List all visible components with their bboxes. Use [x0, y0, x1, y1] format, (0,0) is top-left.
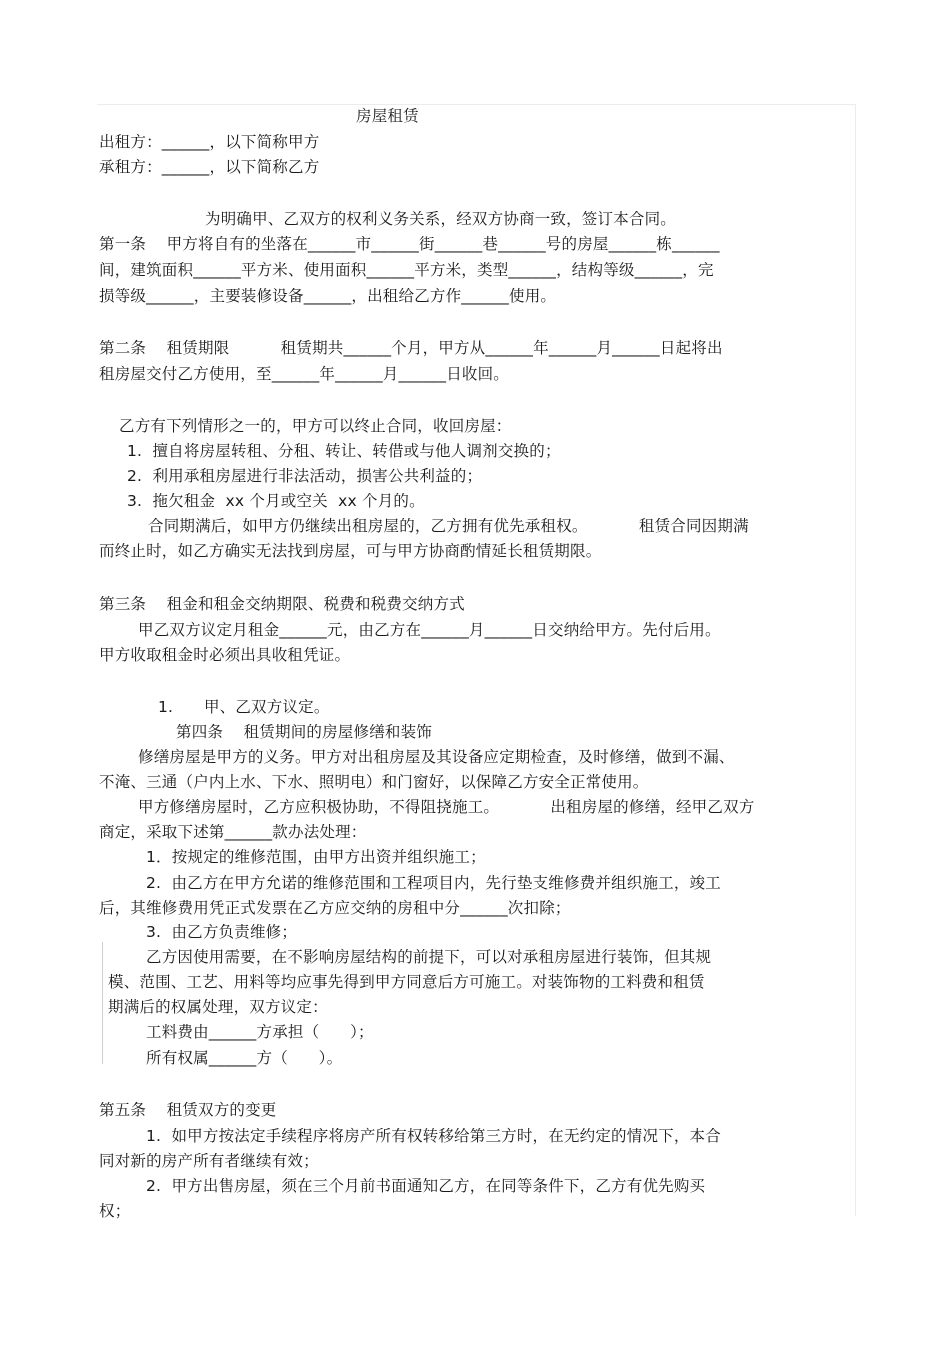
repair-option-1: 1．按规定的维修范围，由甲方出资并组织施工；	[146, 848, 486, 866]
material-cost-line: 工料费由______方承担（ ）；	[146, 1023, 374, 1041]
article-4-line-1: 修缮房屋是甲方的义务。甲方对出租房屋及其设备应定期检查，及时修缮，做到不漏、	[138, 748, 735, 766]
renewal-line-1: 合同期满后，如甲方仍继续出租房屋的，乙方拥有优先承租权。 租赁合同因期满	[148, 517, 749, 535]
article-3-line-1: 甲乙双方议定月租金______元，由乙方在______月______日交纳给甲方。先付后用。	[138, 621, 721, 639]
article-2-line-2: 租房屋交付乙方使用，至______年______月______日收回。	[99, 365, 510, 383]
renewal-line-2: 而终止时，如乙方确实无法找到房屋，可与甲方协商酌情延长租赁期限。	[99, 542, 602, 560]
agreement-item: 1. 甲、乙双方议定。	[158, 698, 330, 716]
preamble: 为明确甲、乙双方的权利义务关系，经双方协商一致，签订本合同。	[205, 210, 677, 228]
decoration-line-3: 期满后的权属处理，双方议定：	[108, 998, 328, 1016]
article-1-line-3: 损等级______，主要装修设备______，出租给乙方作______使用。	[99, 287, 557, 305]
termination-item-2: 2. 利用承租房屋进行非法活动，损害公共利益的；	[127, 467, 483, 485]
repair-option-3: 3. 由乙方负责维修；	[146, 923, 298, 941]
article-1-line-1: 第一条 甲方将自有的坐落在______市______街______巷______号的房屋______栋______	[99, 235, 720, 253]
page-frame-top	[97, 104, 856, 105]
termination-item-1: 1. 擅自将房屋转租、分租、转让、转借或与他人调剂交换的；	[127, 442, 561, 460]
document-title: 房屋租赁	[356, 107, 419, 125]
article-4-line-2: 不淹、三通（户内上水、下水、照明电）和门窗好，以保障乙方安全正常使用。	[99, 773, 649, 791]
ownership-line: 所有权属______方（ ）。	[146, 1049, 343, 1067]
article-2-line-1: 第二条 租赁期限 租赁期共______个月，甲方从______年______月______日起将出	[99, 339, 723, 357]
article-3-heading: 第三条 租金和租金交纳期限、税费和税费交纳方式	[99, 595, 465, 613]
article-4-line-3: 甲方修缮房屋时，乙方应积极协助，不得阻挠施工。 出租房屋的修缮，经甲乙双方	[138, 798, 755, 816]
lessor-line: 出租方：______，以下简称甲方	[99, 133, 320, 151]
change-item-2-line-2: 权；	[99, 1202, 131, 1220]
change-item-1-line-2: 同对新的房产所有者继续有效；	[99, 1152, 319, 1170]
article-1-line-2: 间，建筑面积______平方米、使用面积______平方米，类型______，结构等级______，完	[99, 261, 714, 279]
repair-option-2-line-2: 后，其维修费用凭正式发票在乙方应交纳的房租中分______次扣除；	[99, 899, 571, 917]
decoration-line-2: 模、范围、工艺、用料等均应事先得到甲方同意后方可施工。对装饰物的工料费和租赁	[108, 973, 705, 991]
change-item-2-line-1: 2. 甲方出售房屋，须在三个月前书面通知乙方，在同等条件下，乙方有优先购买	[146, 1177, 706, 1195]
article-4-heading: 第四条 租赁期间的房屋修缮和装饰	[176, 723, 433, 741]
margin-bracket	[102, 942, 103, 1064]
decoration-line-1: 乙方因使用需要，在不影响房屋结构的前提下，可以对承租房屋进行装饰，但其规	[146, 948, 712, 966]
repair-option-2-line-1: 2. 由乙方在甲方允诺的维修范围和工程项目内，先行垫支维修费并组织施工，竣工	[146, 874, 721, 892]
article-3-line-2: 甲方收取租金时必须出具收租凭证。	[99, 646, 351, 664]
article-4-line-4: 商定，采取下述第______款办法处理：	[99, 823, 367, 841]
lessee-line: 承租方：______，以下简称乙方	[99, 158, 320, 176]
change-item-1-line-1: 1. 如甲方按法定手续程序将房产所有权转移给第三方时，在无约定的情况下，本合	[146, 1127, 721, 1145]
article-5-heading: 第五条 租赁双方的变更	[99, 1101, 277, 1119]
termination-intro: 乙方有下列情形之一的，甲方可以终止合同，收回房屋：	[119, 417, 512, 435]
page-frame-right	[855, 104, 856, 1216]
termination-item-3: 3. 拖欠租金 xx 个月或空关 xx 个月的。	[127, 492, 425, 510]
